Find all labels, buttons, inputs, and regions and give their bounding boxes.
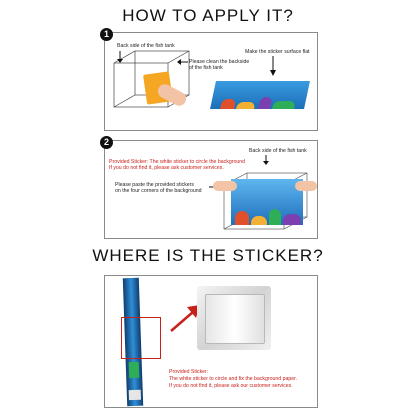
heading-how-to-apply: HOW TO APPLY IT?	[122, 6, 294, 25]
white-sticker-image	[197, 286, 271, 350]
background-sticker-image	[231, 179, 303, 225]
arrow-down-icon	[262, 154, 270, 166]
customer-service-label: If you do not find it, please ask our customer services.	[169, 383, 293, 389]
sticker-highlight-box	[121, 317, 161, 359]
back-side-label: Back side of the fish tank	[117, 43, 175, 49]
clean-label: Please clean the backside of the fish tank	[189, 59, 250, 72]
step-badge-1: 1	[100, 28, 113, 41]
flat-label: Make the sticker surface flat	[245, 49, 310, 55]
step-badge-2: 2	[100, 136, 113, 149]
arrow-down-icon	[268, 55, 278, 77]
back-side-label: Back side of the fish tank	[249, 148, 307, 154]
provided-sticker-label: Provided Sticker: The white sticker to circle the background	[109, 159, 245, 165]
paste-label: Please paste the provided stickers on the four corners of the background	[115, 182, 202, 195]
sticker-panel	[104, 275, 318, 408]
hand-image	[213, 181, 237, 191]
hand-image	[295, 181, 317, 191]
heading-where-is-sticker: WHERE IS THE STICKER?	[92, 246, 324, 265]
customer-service-label: If you do not find it, please ask customer services.	[109, 165, 224, 171]
sticker-flat-image	[210, 81, 310, 109]
arrow-left-icon	[177, 57, 189, 67]
provided-sticker-title: Provided Sticker:	[169, 369, 209, 375]
step1-panel	[104, 32, 318, 131]
step2-panel	[104, 140, 318, 239]
provided-sticker-desc: The white sticker to circle and fix the background paper.	[169, 376, 298, 382]
arrow-down-icon	[113, 50, 127, 64]
